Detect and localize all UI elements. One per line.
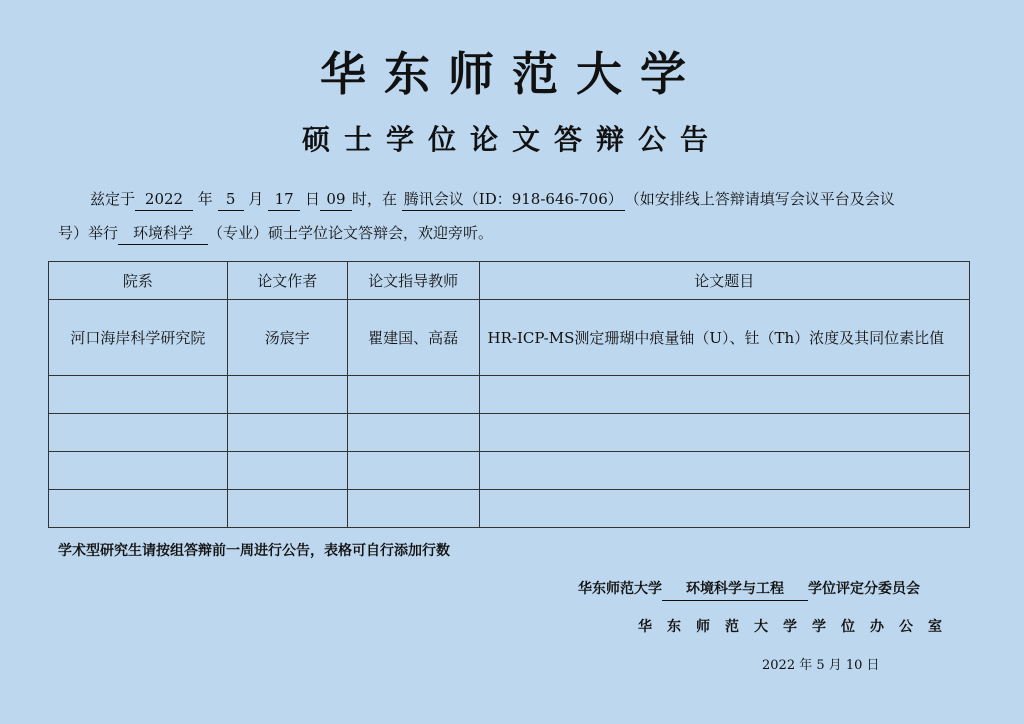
committee-signature	[578, 578, 920, 601]
cell-author	[227, 376, 347, 414]
notice-line-2	[58, 216, 978, 250]
table-row	[49, 452, 970, 490]
header-thesis-title: 论文题目	[479, 262, 969, 300]
signature-dept: 环境科学与工程	[662, 578, 808, 601]
signature-date: 2022 年 5 月 10 日	[762, 658, 880, 673]
table-header-row	[49, 262, 970, 300]
cell-advisor	[347, 376, 479, 414]
notice-lead: 兹定于	[90, 190, 136, 208]
cell-advisor	[347, 452, 479, 490]
table-row	[49, 490, 970, 528]
year-unit: 年	[197, 190, 213, 208]
table-row	[49, 414, 970, 452]
cell-department	[49, 490, 228, 528]
table-row	[49, 300, 970, 376]
cell-department	[49, 452, 228, 490]
month-unit: 月	[248, 190, 264, 208]
hour-unit: 时，在	[351, 190, 397, 208]
header-author: 论文作者	[227, 262, 347, 300]
year-value: 2022	[135, 188, 193, 211]
notice-line-1	[58, 182, 978, 216]
office-signature: 华东师范大学学位办公室	[638, 619, 957, 635]
cell-advisor	[347, 490, 479, 528]
cell-author	[227, 414, 347, 452]
document-title: 硕士学位论文答辩公告	[301, 123, 722, 156]
signature-prefix: 华东师范大学	[578, 581, 662, 597]
cell-department: 河口海岸科学研究院	[49, 300, 228, 376]
university-title: 华东师范大学	[320, 47, 704, 101]
venue-note: （如安排线上答辩请填写会议平台及会议	[624, 190, 895, 208]
cell-advisor	[347, 414, 479, 452]
cell-advisor: 瞿建国、高磊	[347, 300, 479, 376]
cell-thesis-title	[479, 376, 969, 414]
header-department: 院系	[49, 262, 228, 300]
notice-paragraph	[58, 182, 978, 250]
notice-line2-start: 号）举行	[58, 224, 119, 242]
cell-thesis-title: HR-ICP-MS测定珊瑚中痕量铀（U）、钍（Th）浓度及其同位素比值	[479, 300, 969, 376]
cell-department	[49, 414, 228, 452]
notice-line2-end: （专业）硕士学位论文答辩会，欢迎旁听。	[208, 224, 494, 242]
footnote: 学术型研究生请按组答辩前一周进行公告，表格可自行添加行数	[58, 543, 450, 559]
cell-thesis-title	[479, 414, 969, 452]
cell-author	[227, 452, 347, 490]
cell-author: 汤宸宇	[227, 300, 347, 376]
cell-thesis-title	[479, 452, 969, 490]
header-advisor: 论文指导教师	[347, 262, 479, 300]
cell-author	[227, 490, 347, 528]
hour-value: 09	[320, 188, 352, 211]
major-value: 环境科学	[118, 222, 208, 245]
day-unit: 日	[304, 190, 320, 208]
cell-department	[49, 376, 228, 414]
month-value: 5	[218, 188, 244, 211]
table-row	[49, 376, 970, 414]
cell-thesis-title	[479, 490, 969, 528]
defense-table	[48, 261, 970, 528]
day-value: 17	[268, 188, 300, 211]
signature-suffix: 学位评定分委员会	[808, 581, 920, 597]
venue-value: 腾讯会议（ID：918-646-706）	[402, 188, 625, 211]
